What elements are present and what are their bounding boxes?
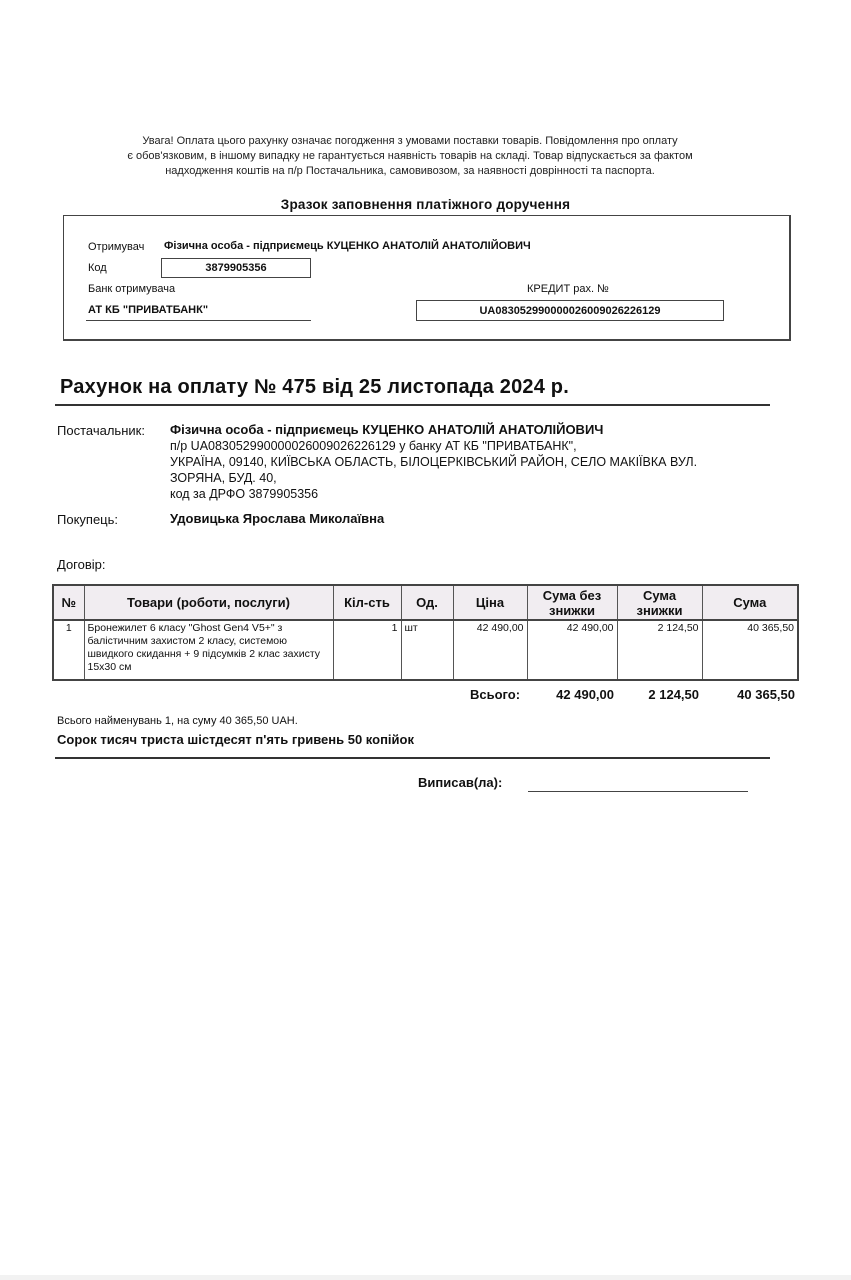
supplier-label: Постачальник: bbox=[57, 423, 145, 438]
warning-line-2: є обов'язковим, в іншому випадку не гарантується наявність товарів на складі. Товар відпускається за фактом bbox=[127, 150, 693, 162]
table-header-row bbox=[53, 585, 798, 620]
code-label: Код bbox=[88, 262, 107, 274]
signed-by-label: Виписав(ла): bbox=[418, 775, 503, 790]
col-header-sum-no-discount: Сума без знижки bbox=[527, 585, 617, 620]
payment-warning bbox=[100, 134, 720, 179]
table-row bbox=[53, 620, 798, 680]
cell-num: 1 bbox=[53, 620, 84, 680]
col-header-unit: Од. bbox=[401, 585, 453, 620]
col-header-num: № bbox=[53, 585, 84, 620]
contract-label: Договір: bbox=[57, 557, 106, 572]
totals-sum: 40 365,50 bbox=[737, 687, 795, 702]
summary-divider bbox=[55, 757, 770, 759]
totals-label: Всього: bbox=[470, 687, 521, 702]
warning-line-3: надходження коштів на п/р Постачальника, самовивозом, за наявності доврінності та паспорта. bbox=[165, 165, 655, 177]
supplier-details bbox=[170, 422, 770, 502]
cell-sum-no-discount: 42 490,00 bbox=[527, 620, 617, 680]
supplier-name: Фізична особа - підприємець КУЦЕНКО АНАТОЛІЙ АНАТОЛІЙОВИЧ bbox=[170, 422, 604, 437]
items-count-summary: Всього найменувань 1, на суму 40 365,50 UAH. bbox=[57, 715, 298, 727]
bank-value: АТ КБ "ПРИВАТБАНК" bbox=[88, 304, 209, 316]
cell-qty: 1 bbox=[333, 620, 401, 680]
warning-line-1: Увага! Оплата цього рахунку означає погодження з умовами поставки товарів. Повідомлення про оплату bbox=[142, 135, 678, 147]
title-divider bbox=[55, 404, 770, 406]
signature-line bbox=[528, 791, 748, 792]
amount-in-words: Сорок тисяч триста шістдесят п'ять гривень 50 копійок bbox=[57, 732, 414, 747]
credit-account-value: UA083052990000026009026226129 bbox=[416, 300, 724, 321]
supplier-address-line-1: УКРАЇНА, 09140, КИЇВСЬКА ОБЛАСТЬ, БІЛОЦЕРКІВСЬКИЙ РАЙОН, СЕЛО МАКІЇВКА ВУЛ. bbox=[170, 455, 698, 469]
col-header-price: Ціна bbox=[453, 585, 527, 620]
supplier-account-line: п/р UA083052990000026009026226129 у банку АТ КБ "ПРИВАТБАНК", bbox=[170, 439, 577, 453]
col-header-qty: Кіл-сть bbox=[333, 585, 401, 620]
invoice-title: Рахунок на оплату № 475 від 25 листопада 2024 р. bbox=[60, 376, 569, 398]
col-header-sum: Сума bbox=[702, 585, 798, 620]
bank-underline bbox=[86, 320, 311, 321]
supplier-address-line-2: ЗОРЯНА, БУД. 40, bbox=[170, 471, 277, 485]
col-header-goods: Товари (роботи, послуги) bbox=[84, 585, 333, 620]
cell-goods: Бронежилет 6 класу "Ghost Gen4 V5+" з балістичним захистом 2 класу, системою швидкого скидання + 9 підсумків 2 клас захисту 15x30 см bbox=[84, 620, 333, 680]
recipient-label: Отримувач bbox=[88, 241, 145, 253]
supplier-tax-code: код за ДРФО 3879905356 bbox=[170, 487, 319, 501]
page-bottom-edge bbox=[0, 1275, 851, 1280]
cell-price: 42 490,00 bbox=[453, 620, 527, 680]
cell-unit: шт bbox=[401, 620, 453, 680]
credit-label: КРЕДИТ рах. № bbox=[527, 283, 609, 295]
buyer-name bbox=[170, 511, 384, 527]
buyer-label: Покупець: bbox=[57, 512, 119, 527]
code-value: 3879905356 bbox=[161, 258, 311, 278]
payment-sample-box bbox=[63, 215, 791, 341]
recipient-value: Фізична особа - підприємець КУЦЕНКО АНАТОЛІЙ АНАТОЛІЙОВИЧ bbox=[164, 240, 531, 252]
items-table bbox=[52, 584, 799, 681]
bank-label: Банк отримувача bbox=[88, 283, 176, 295]
cell-sum: 40 365,50 bbox=[702, 620, 798, 680]
totals-discount: 2 124,50 bbox=[648, 687, 699, 702]
totals-sum-no-discount: 42 490,00 bbox=[556, 687, 614, 702]
cell-discount: 2 124,50 bbox=[617, 620, 702, 680]
buyer-name-text: Удовицька Ярослава Миколаївна bbox=[170, 511, 385, 526]
col-header-discount: Сума знижки bbox=[617, 585, 702, 620]
payment-sample-title: Зразок заповнення платіжного доручення bbox=[280, 197, 571, 212]
